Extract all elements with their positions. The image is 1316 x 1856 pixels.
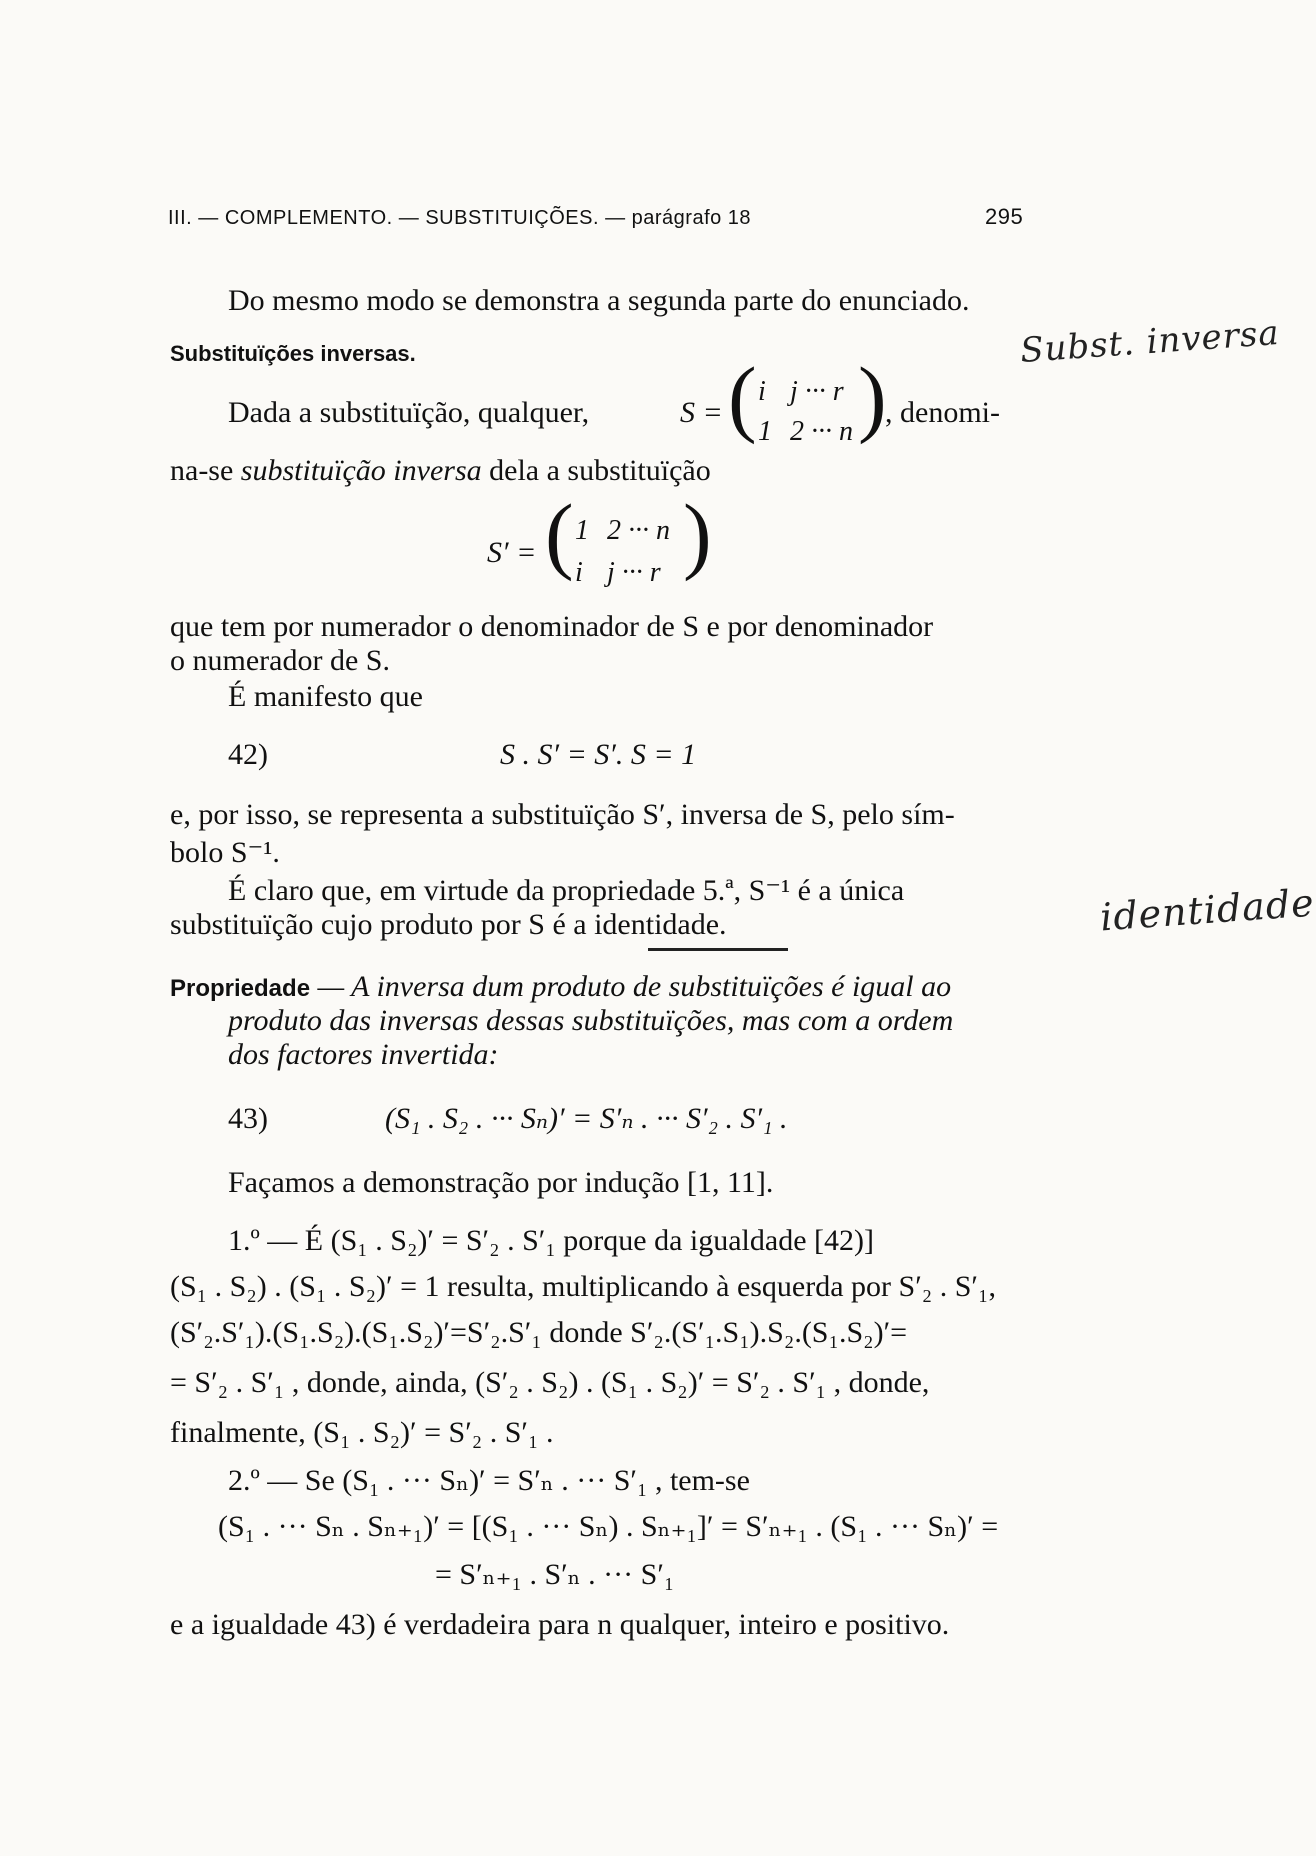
matrix-2-cell: j ··· r — [607, 557, 661, 588]
property-line-3: dos factores invertida: — [228, 1038, 499, 1071]
paragraph-8: Façamos a demonstração por indução [1, 11]. — [228, 1166, 774, 1199]
step-1-line-1: 1.º — É (S₁ . S₂)′ = S′₂ . S′₁ porque da igualdade [42)] — [228, 1224, 874, 1257]
section-title: Substituïções inversas. — [170, 341, 416, 366]
step-2-line-3: = S′ₙ₊₁ . S′ₙ . ··· S′₁ — [435, 1558, 675, 1591]
right-paren: ) — [858, 349, 887, 445]
paragraph-9: e a igualdade 43) é verdadeira para n qualquer, inteiro e positivo. — [170, 1608, 950, 1641]
paragraph-3-a: na-se — [170, 454, 241, 487]
step-1-line-3: (S′₂.S′₁).(S₁.S₂).(S₁.S₂)′=S′₂.S′₁ donde S′₂.(S′₁.S₁).S₂.(S₁.S₂)′= — [170, 1316, 908, 1349]
matrix-2-cell: 1 — [575, 515, 589, 546]
equation-43: (S₁ . S₂ . ··· Sₙ)′ = S′ₙ . ··· S′₂ . S′₁ . — [385, 1102, 788, 1135]
step-2-line-1: 2.º — Se (S₁ . ··· Sₙ)′ = S′ₙ . ··· S′₁ , tem-se — [228, 1464, 750, 1497]
paragraph-3-b: dela a substituïção — [481, 454, 711, 487]
paragraph-7-line-2: substituïção cujo produto por S é a identidade. — [170, 908, 727, 941]
property-text-1: — A inversa dum produto de substituïções é igual ao — [310, 970, 952, 1003]
margin-note-identidade: identidade — [1098, 880, 1316, 940]
matrix-2 — [545, 486, 712, 595]
paragraph-7-line-1: É claro que, em virtude da propriedade 5.ª, S⁻¹ é a única — [228, 874, 905, 907]
equation-43-label: 43) — [228, 1102, 268, 1135]
paragraph-4-line-2: o numerador de S. — [170, 644, 390, 677]
paragraph-3 — [170, 456, 711, 486]
margin-note-subst-inversa: Subst. inversa — [1018, 312, 1281, 372]
matrix-2-label: S′ = — [487, 536, 537, 569]
paragraph-1: Do mesmo modo se demonstra a segunda parte do enunciado. — [228, 284, 970, 317]
paragraph-2-start: Dada a substituïção, qualquer, — [228, 396, 590, 429]
matrix-1-cell: j ··· r — [790, 376, 844, 407]
matrix-2-cell: 2 ··· n — [607, 515, 670, 546]
paragraph-6-line-2: bolo S⁻¹. — [170, 836, 280, 869]
matrix-1-cell: 1 — [758, 416, 772, 447]
property-line-1 — [170, 972, 951, 1002]
equation-42: S . S′ = S′. S = 1 — [500, 738, 697, 771]
paragraph-6-line-1: e, por isso, se representa a substituïção S′, inversa de S, pelo sím- — [170, 798, 955, 831]
matrix-1-label: S = — [680, 396, 723, 429]
paragraph-5: É manifesto que — [228, 680, 423, 713]
paragraph-2-end: , denomi- — [885, 396, 1000, 429]
running-header: III. — COMPLEMENTO. — SUBSTITUIÇÕES. — parágrafo 18 — [168, 207, 752, 229]
step-1-line-2: (S₁ . S₂) . (S₁ . S₂)′ = 1 resulta, multiplicando à esquerda por S′₂ . S′₁, — [170, 1270, 996, 1303]
hand-underline — [648, 948, 788, 951]
matrix-2-cell: i — [575, 557, 583, 588]
property-line-2: produto das inversas dessas substituïções, mas com a ordem — [228, 1004, 954, 1037]
matrix-1-cell: i — [758, 376, 766, 407]
matrix-1-cell: 2 ··· n — [790, 416, 853, 447]
equation-42-label: 42) — [228, 738, 268, 771]
property-label: Propriedade — [170, 975, 311, 1002]
right-paren: ) — [683, 486, 712, 582]
left-paren: ( — [545, 486, 574, 582]
paragraph-4-line-1: que tem por numerador o denominador de S e por denominador — [170, 610, 934, 643]
page-number: 295 — [985, 204, 1024, 229]
matrix-1 — [728, 349, 887, 458]
term-substituicao-inversa: substituïção inversa — [240, 454, 482, 487]
left-paren: ( — [728, 349, 757, 445]
step-2-line-2: (S₁ . ··· Sₙ . Sₙ₊₁)′ = [(S₁ . ··· Sₙ) . Sₙ₊₁]′ = S′ₙ₊₁ . (S₁ . ··· Sₙ)′ = — [218, 1510, 999, 1543]
step-1-line-5: finalmente, (S₁ . S₂)′ = S′₂ . S′₁ . — [170, 1416, 554, 1449]
step-1-line-4: = S′₂ . S′₁ , donde, ainda, (S′₂ . S₂) . (S₁ . S₂)′ = S′₂ . S′₁ , donde, — [170, 1366, 930, 1399]
